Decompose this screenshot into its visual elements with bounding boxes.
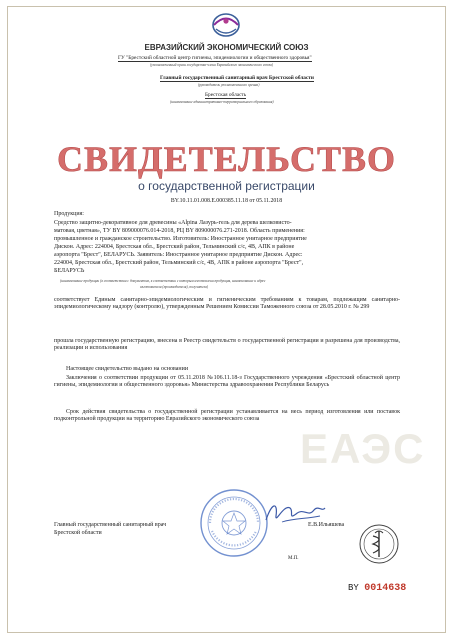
document-subtitle: о государственной регистрации <box>138 179 315 193</box>
basis-title: Настоящее свидетельство выдано на основании <box>66 366 189 372</box>
watermark: ЕАЭС <box>300 425 426 472</box>
document-title: СВИДЕТЕЛЬСТВО <box>56 139 397 179</box>
product-line-5: аэропорта "Брест", БЕЛАРУСЬ. Заявитель: Иностранное унитарное предприятие Дискон. Адрес: <box>54 252 303 258</box>
product-line-1: Средство защитно-декоративное для древесины «Alpina Лазурь-гель для дерева шелковисто- <box>54 220 292 226</box>
serial-prefix: BY <box>348 583 359 593</box>
signatory-position-line-1: Главный государственный санитарный врач <box>54 522 167 528</box>
officer-line: Главный государственный санитарный врач Брестской области <box>160 75 314 81</box>
signatory-position-line-2: Брестской области <box>54 530 102 536</box>
basis-text: Заключения о соответствии продукции от 05.11.2018 №106.11.18-з Государственного учреждения «Брестский областной центр гигиены, эпидемиологии и общественного здоровья» Министерства здравоохранения Республики Беларусь <box>54 375 400 389</box>
issuer-line: ГУ "Брестский областной центр гигиены, эпидемиологии и общественного здоровья" <box>118 55 312 61</box>
region-line: Брестская область <box>205 92 247 98</box>
product-label: Продукция: <box>54 211 84 217</box>
product-line-2: матовая, цветная», ТУ BY 809000076.014-2018, РЦ BY 809000076.271-2018. Область применения: <box>54 228 305 234</box>
product-line-3: промышленное и гражданское строительство. Изготовитель: Иностранное унитарное предприятие <box>54 236 307 242</box>
product-line-7: БЕЛАРУСЬ <box>54 268 85 274</box>
seal-place-label: М.П. <box>288 556 299 561</box>
registration-number: BY.10.11.01.008.E.000385.11.18 от 05.11.2018 <box>170 198 283 204</box>
product-caption-2: изготовителя (производителя), получателя) <box>140 285 209 289</box>
blank-serial <box>348 583 406 594</box>
officer-caption: (руководитель уполномоченного органа) <box>198 83 260 87</box>
eaeu-emblem-icon <box>204 10 248 42</box>
medical-emblem-icon <box>358 523 400 565</box>
issuer-caption: (уполномоченный орган государства-члена Евразийского экономического союза) <box>150 63 274 67</box>
signatory-name: Е.В.Ильяшева <box>308 522 345 528</box>
product-caption-1: (наименование продукции (в соответствии с документом, в соответствии с которым изготовлена продукция, наименование и адрес <box>60 279 266 283</box>
product-line-4: Дискон. Адрес: 224004, Брестская обл., Брестский район, Тельминский с/с, 4В, АПК в районе <box>54 244 295 250</box>
conformity-text: соответствует Единым санитарно-эпидемиологическим и гигиеническим требованиям к товарам, подлежащим санитарно-эпидемиологическому надзору (контролю), утвержденным Решением Комиссии Таможенного союза от 28.05.2010 г. № 299 <box>54 297 400 311</box>
serial-number: 0014638 <box>364 583 407 594</box>
validity-text: Срок действия свидетельства о государственной регистрации устанавливается на весь период изготовления или поставок подконтрольной продукции на территорию Евразийского экономического союза <box>54 409 400 423</box>
registration-text: прошла государственную регистрацию, внесена в Реестр свидетельств о государственной регистрации и разрешена для производства, реализации и использования <box>54 338 400 352</box>
product-line-6: 224004, Брестская обл., Брестский район, Тельминский с/с, 4В, АПК в районе аэропорта "Брест", <box>54 260 304 266</box>
official-seal-icon <box>198 487 270 559</box>
region-caption: (наименование административно-территориального образования) <box>170 100 274 104</box>
union-name: ЕВРАЗИЙСКИЙ ЭКОНОМИЧЕСКИЙ СОЮЗ <box>144 43 309 52</box>
